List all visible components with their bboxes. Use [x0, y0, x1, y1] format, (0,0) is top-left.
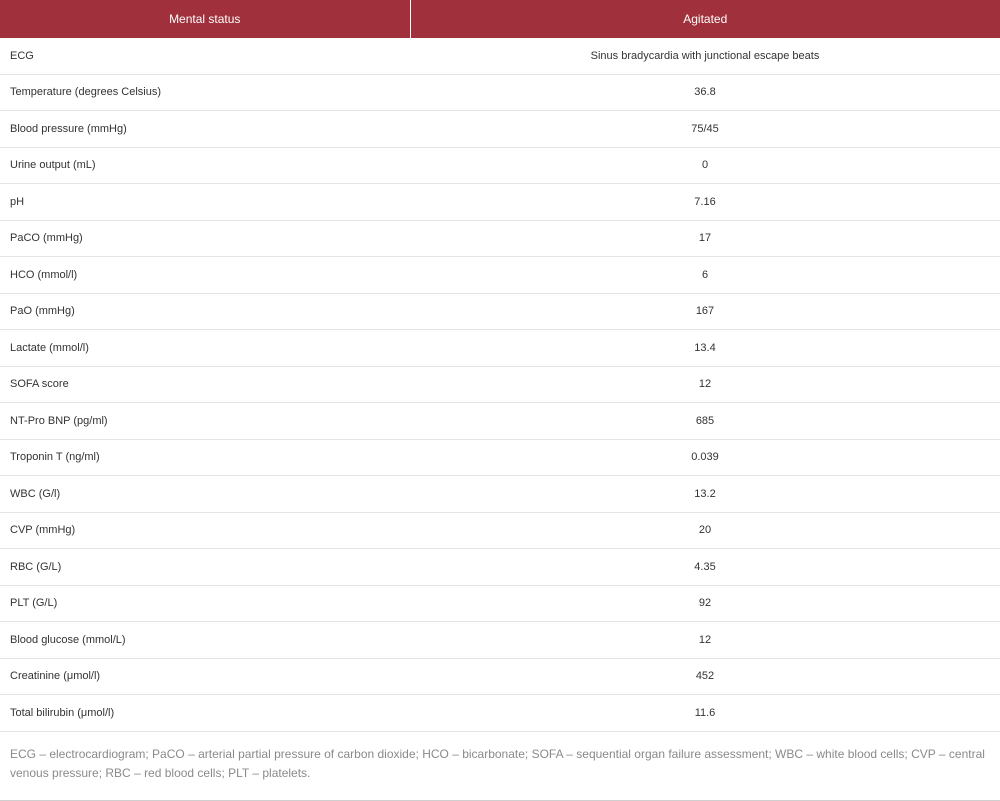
- row-parameter-value: 7.16: [410, 184, 1000, 221]
- row-parameter-label: SOFA score: [0, 366, 410, 403]
- row-parameter-value: 4.35: [410, 549, 1000, 586]
- row-parameter-value: 92: [410, 585, 1000, 622]
- table-row: [0, 439, 1000, 476]
- row-parameter-label: Lactate (mmol/l): [0, 330, 410, 367]
- table-row: [0, 512, 1000, 549]
- table-row: [0, 476, 1000, 513]
- table-row: [0, 257, 1000, 294]
- row-parameter-value: 13.4: [410, 330, 1000, 367]
- row-parameter-label: CVP (mmHg): [0, 512, 410, 549]
- row-parameter-label: Creatinine (μmol/l): [0, 658, 410, 695]
- row-parameter-label: HCO (mmol/l): [0, 257, 410, 294]
- row-parameter-label: pH: [0, 184, 410, 221]
- table-row: [0, 403, 1000, 440]
- row-parameter-label: PLT (G/L): [0, 585, 410, 622]
- row-parameter-label: Blood pressure (mmHg): [0, 111, 410, 148]
- row-parameter-label: PaCO (mmHg): [0, 220, 410, 257]
- table-header: [0, 0, 1000, 38]
- row-parameter-label: Total bilirubin (μmol/l): [0, 695, 410, 732]
- table-row: [0, 695, 1000, 732]
- table-header-row: [0, 0, 1000, 38]
- row-parameter-value: Sinus bradycardia with junctional escape beats: [410, 38, 1000, 74]
- table-row: [0, 74, 1000, 111]
- row-parameter-value: 0: [410, 147, 1000, 184]
- table-body: [0, 38, 1000, 731]
- row-parameter-value: 685: [410, 403, 1000, 440]
- table-row: [0, 220, 1000, 257]
- row-parameter-label: RBC (G/L): [0, 549, 410, 586]
- row-parameter-value: 13.2: [410, 476, 1000, 513]
- row-parameter-value: 17: [410, 220, 1000, 257]
- row-parameter-label: ECG: [0, 38, 410, 74]
- row-parameter-label: PaO (mmHg): [0, 293, 410, 330]
- table-row: [0, 38, 1000, 74]
- row-parameter-value: 6: [410, 257, 1000, 294]
- row-parameter-label: Urine output (mL): [0, 147, 410, 184]
- row-parameter-label: Troponin T (ng/ml): [0, 439, 410, 476]
- row-parameter-value: 20: [410, 512, 1000, 549]
- table-row: [0, 366, 1000, 403]
- row-parameter-label: Temperature (degrees Celsius): [0, 74, 410, 111]
- table-row: [0, 622, 1000, 659]
- row-parameter-value: 167: [410, 293, 1000, 330]
- row-parameter-label: WBC (G/l): [0, 476, 410, 513]
- table-row: [0, 549, 1000, 586]
- row-parameter-value: 11.6: [410, 695, 1000, 732]
- table-footnote: ECG – electrocardiogram; PaCO – arterial partial pressure of carbon dioxide; HCO – bicarbonate; SOFA – sequential organ failure assessment; WBC – white blood cells; CVP – central venous pressure; RBC – red blood cells; PLT – platelets.: [0, 732, 1000, 801]
- table-row: [0, 111, 1000, 148]
- table-row: [0, 293, 1000, 330]
- table-row: [0, 330, 1000, 367]
- row-parameter-value: 12: [410, 622, 1000, 659]
- row-parameter-value: 36.8: [410, 74, 1000, 111]
- table-row: [0, 184, 1000, 221]
- header-cell-agitated: Agitated: [410, 0, 1000, 38]
- table-row: [0, 585, 1000, 622]
- row-parameter-value: 0.039: [410, 439, 1000, 476]
- table-row: [0, 147, 1000, 184]
- table-row: [0, 658, 1000, 695]
- header-cell-mental-status: Mental status: [0, 0, 410, 38]
- row-parameter-value: 12: [410, 366, 1000, 403]
- row-parameter-label: NT-Pro BNP (pg/ml): [0, 403, 410, 440]
- row-parameter-value: 452: [410, 658, 1000, 695]
- row-parameter-value: 75/45: [410, 111, 1000, 148]
- row-parameter-label: Blood glucose (mmol/L): [0, 622, 410, 659]
